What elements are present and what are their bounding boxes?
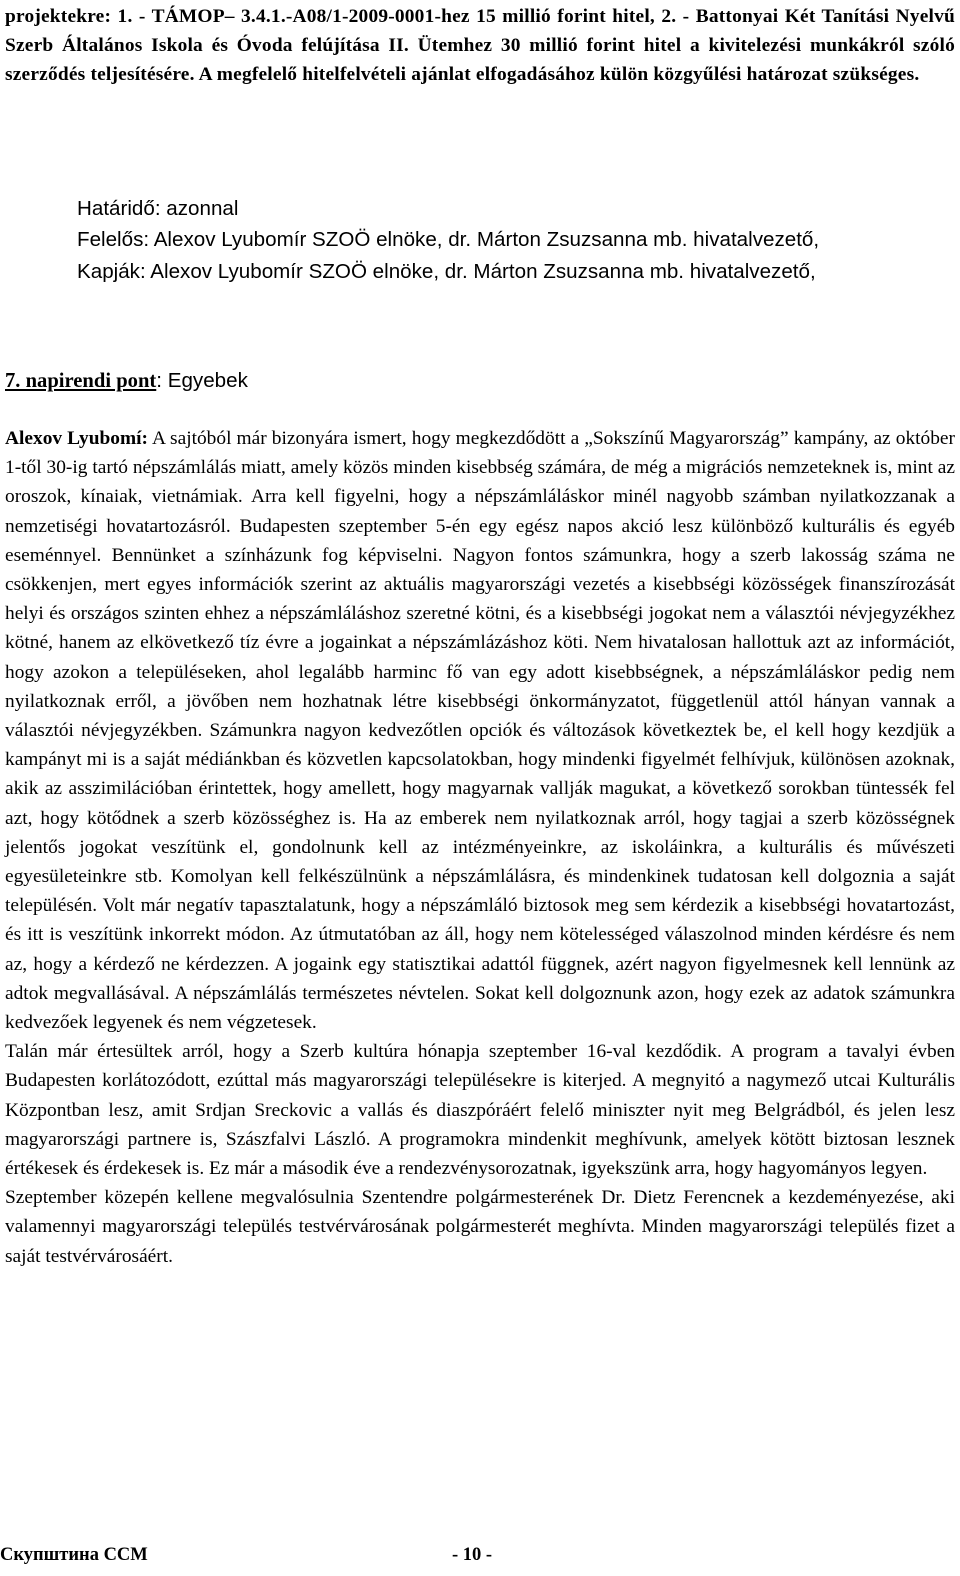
body-paragraph-1 bbox=[5, 424, 955, 1037]
responsible-line: Felelős: Alexov Lyubomír SZOÖ elnöke, dr. Márton Zsuzsanna mb. hivatalvezető, bbox=[77, 228, 820, 252]
deadline-line: Határidő: azonnal bbox=[77, 197, 239, 220]
assignment-block bbox=[77, 193, 819, 287]
agenda-item-label: 7. napirendi pont bbox=[5, 370, 157, 392]
body-text bbox=[5, 424, 955, 1271]
recipients-line: Kapják: Alexov Lyubomír SZOÖ elnöke, dr. Márton Zsuzsanna mb. hivatalvezető, bbox=[77, 259, 816, 283]
section-heading bbox=[5, 366, 248, 396]
paragraph-1-text: A sajtóból már bizonyára ismert, hogy megkezdődött a „Sokszínű Magyarország” kampány, az október 1-től 30-ig tartó népszámlálás miatt, amely közös minden kisebbség számára, de még a migrációs nemzeteknek is, mint az oroszok, kínaiak, vietnámiak. Arra kell figyelni, hogy a népszámláláskor minél nagyobb számban nyilatkozzanak a nemzetiségi hovatartozásról. Budapesten szeptember 5-én egy egész napos akció lesz különböző kulturális és egyéb eseménnyel. Bennünket a színházunk fog képviselni. Nagyon fontos számunkra, hogy a szerb lakosság száma ne csökkenjen, mert egyes információk szerint az aktuális magyarországi vezetés a kisebbségi közösségek finanszírozását helyi és országos szinten ehhez a népszámláláshoz szeretné kötni, és a kisebbségi jogokat nem a választói névjegyzékhez kötné, hanem az elkövetkező tíz évre a jogainkat a népszámlázáshoz köti. Nem hivatalosan hallottuk azt az információt, hogy azokon a településeken, ahol legalább harminc fő van egy adott kisebbségnek, a népszámláláskor pedig nem nyilatkoznak erről, a jövőben nem hozhatnak létre kisebbségi önkormányzatot, függetlenül attól hányan vannak a választói névjegyzékben. Számunkra nagyon kedvezőtlen opciók és változások következtek be, el kell hogy kezdjük a kampányt mi is a saját médiánkban és közvetlen kapcsolatokban, hogy mindenki figyelmét felhívjuk, különösen azoknak, akik az asszimilációban érintettek, hogy amellett, hogy magyarnak vallják magukat, a következő sorokban tüntessék fel azt, hogy kötődnek a szerb közösséghez is. Ha az emberek nem nyilatkoznak arról, hogy tagjai a szerb közösségnek jelentős jogokat veszítünk el, gondolnunk kell az intézményeinkre, az iskoláinkra, a kulturális és művészeti egyesületeinkre stb. Komolyan kell felkészülnünk a népszámlálásra, és mindenkinek tudatosan kell dolgoznia a saját településén. Volt már negatív tapasztalatunk, hogy a népszámláló biztosok meg sem kérdezik a kisebbségi hovatartozást, és itt is veszítünk inkorrekt módon. Az útmutatóban az áll, hogy nem kötelességed válaszolnod minden kérdésre és nem az, hogy a kérdező ne kérdezzen. A jogaink egy statisztikai adattól függnek, azért nagyon figyelmesnek kell lennünk az adtok megvallásával. A népszámlálás természetes névtelen. Sokat kell dolgoznunk azon, hogy ezek az adatok számunkra kedvezőek legyenek és nem végzetesek. bbox=[5, 428, 955, 1034]
speaker-name: Alexov Lyubomí: bbox=[5, 428, 148, 449]
body-paragraph-3: Szeptember közepén kellene megvalósulnia Szentendre polgármesterének Dr. Dietz Ferencnek a kezdeményezése, aki valamennyi magyarországi település testvérvárosának polgármesterét meghívta. Minden magyarországi település fizet a saját testvérvárosáért. bbox=[5, 1187, 955, 1267]
agenda-item-title: Egyebek bbox=[167, 369, 248, 392]
body-paragraph-2: Talán már értesültek arról, hogy a Szerb kultúra hónapja szeptember 16-val kezdődik. A program a tavalyi évben Budapesten korlátozódott, ezúttal más magyarországi településekre is kiterjed. A megnyitó a nagymező utcai Kulturális Központban lesz, amit Srdjan Sreckovic a vallás és diaszpóráért felelő miniszter nyit meg Belgrádból, és jelen lesz magyarországi partnere is, Szászfalvi László. A programokra mindenkit meghívunk, amelyek kötött biztosan lesznek értékesek és érdekesek is. Ez már a második éve a rendezvénysorozatnak, igyekszünk arra, hogy hagyományos legyen. bbox=[5, 1041, 955, 1180]
agenda-separator: : bbox=[156, 369, 168, 392]
footer-organization: Скупштина ССМ bbox=[0, 1545, 148, 1565]
page-number: - 10 - bbox=[452, 1545, 493, 1565]
intro-paragraph: projektekre: 1. - TÁMOP– 3.4.1.-A08/1-2009-0001-hez 15 millió forint hitel, 2. - Battonyai Két Tanítási Nyelvű Szerb Általános Iskola és Óvoda felújítása II. Ütemhez 30 millió forint hitel a kivitelezési munkákról szóló szerződés teljesítésére. A megfelelő hitelfelvételi ajánlat elfogadásához külön közgyűlési határozat szükséges. bbox=[5, 6, 955, 86]
